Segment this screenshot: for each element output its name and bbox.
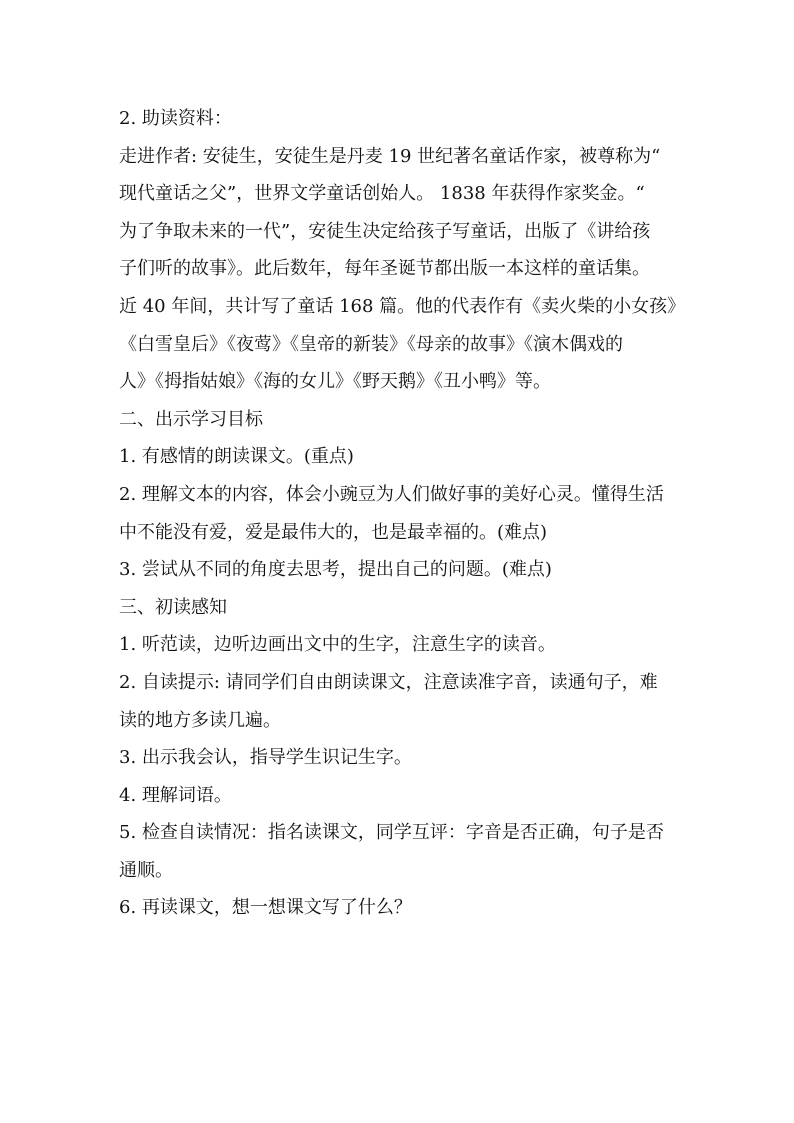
list-item-continuation: 通顺。 <box>119 859 173 881</box>
paragraph-line: 走进作者: 安徒生，安徒生是丹麦 19 世纪著名童话作家，被尊称为“ <box>119 145 661 167</box>
list-item: 3. 尝试从不同的角度去思考，提出自己的问题。(难点) <box>119 559 552 581</box>
paragraph-line: 为了争取未来的一代”，安徒生决定给孩子写童话，出版了《讲给孩 <box>119 220 651 242</box>
paragraph-line: 近 40 年间，共计写了童话 168 篇。他的代表作有《卖火柴的小女孩》 <box>119 295 686 317</box>
list-item: 4. 理解词语。 <box>119 784 232 806</box>
document-page <box>119 100 686 927</box>
list-item: 5. 检查自读情况：指名读课文，同学互评：字音是否正确，句子是否 <box>119 822 664 844</box>
paragraph-line: 子们听的故事》。此后数年，每年圣诞节都出版一本这样的童话集。 <box>119 258 650 280</box>
list-item: 1. 听范读，边听边画出文中的生字，注意生字的读音。 <box>119 634 556 656</box>
section-heading-reading-materials: 2. 助读资料： <box>119 108 232 129</box>
paragraph-line: 《白雪皇后》《夜莺》《皇帝的新装》《母亲的故事》《演木偶戏的 <box>119 333 623 355</box>
section-heading-learning-goals: 二、出示学习目标 <box>119 408 263 430</box>
list-item-continuation: 中不能没有爱，爱是最伟大的，也是最幸福的。(难点) <box>119 521 548 543</box>
list-item: 1. 有感情的朗读课文。(重点) <box>119 446 354 468</box>
list-item: 3. 出示我会认，指导学生识记生字。 <box>119 747 412 769</box>
list-item: 2. 自读提示: 请同学们自由朗读课文，注意读准字音，读通句子，难 <box>119 671 658 693</box>
paragraph-line: 现代童话之父”，世界文学童话创始人。 1838 年获得作家奖金。“ <box>119 183 645 205</box>
section-heading-first-reading: 三、初读感知 <box>119 596 227 618</box>
paragraph-line: 人》《拇指姑娘》《海的女儿》《野天鹅》《丑小鸭》等。 <box>119 371 551 393</box>
list-item: 2. 理解文本的内容，体会小豌豆为人们做好事的美好心灵。懂得生活 <box>119 483 664 505</box>
list-item-continuation: 读的地方多读几遍。 <box>119 709 281 731</box>
list-item: 6. 再读课文，想一想课文写了什么？ <box>119 897 412 919</box>
